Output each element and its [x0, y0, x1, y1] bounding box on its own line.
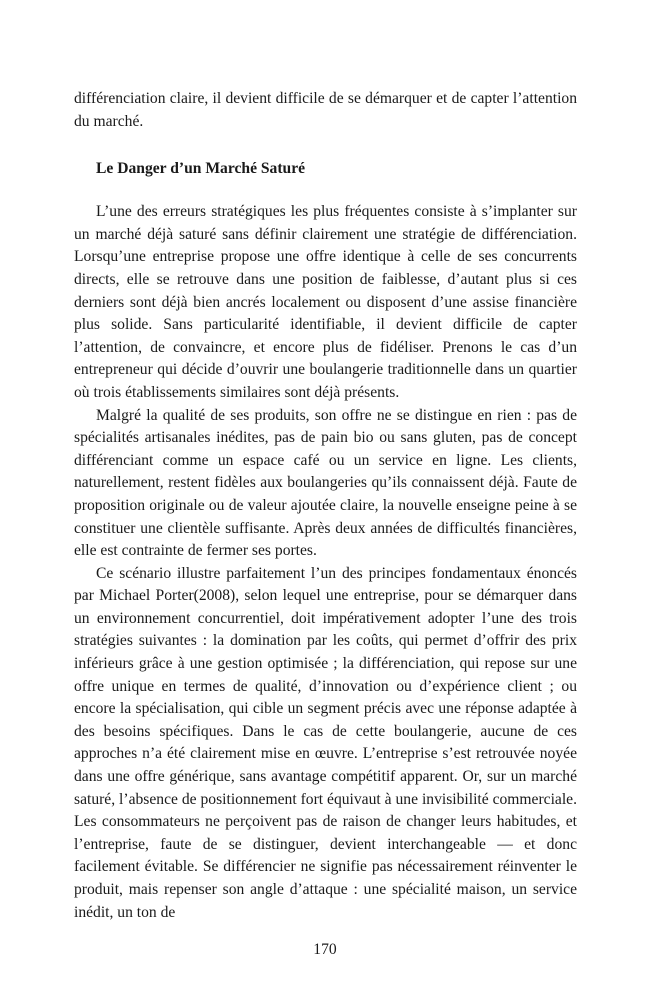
- body-paragraph-2: Malgré la qualité de ses produits, son offre ne se distingue en rien : pas de spécialités artisanales inédites, pas de pain bio ou sans gluten, pas de concept différenciant comme un espace café ou un service en ligne. Les clients, naturellement, restent fidèles aux boulangeries qu’ils connaissent déjà. Faute de proposition originale ou de valeur ajoutée claire, la nouvelle enseigne peine à se constituer une clientèle suffisante. Après deux années de difficultés financières, elle est contrainte de fermer ses portes.: [74, 406, 577, 560]
- body-paragraph-1: L’une des erreurs stratégiques les plus fréquentes consiste à s’implanter sur un marché déjà saturé sans définir clairement une stratégie de différenciation. Lorsqu’une entreprise propose une offre identique à celle de ses concurrents directs, elle se retrouve dans une position de faiblesse, d’autant plus si ces derniers sont déjà bien ancrés localement ou disposent d’une assise financière plus solide. Sans particularité identifiable, il devient difficile de capter l’attention, de convaincre, et encore plus de fidéliser. Prenons le cas d’un entrepreneur qui décide d’ouvrir une boulangerie traditionnelle dans un quartier où trois établissements similaires sont déjà présents.: [74, 203, 577, 401]
- continuation-paragraph: différenciation claire, il devient difficile de se démarquer et de capter l’attention du marché.: [74, 90, 577, 130]
- body-paragraph-3: Ce scénario illustre parfaitement l’un des principes fondamentaux énoncés par Michael Porter(2008), selon lequel une entreprise, pour se démarquer dans un environnement concurrentiel, doit impérativement adopter l’une des trois stratégies suivantes : la domination par les coûts, qui permet d’offrir des prix inférieurs grâce à une gestion optimisée ; la différenciation, qui repose sur une offre unique en termes de qualité, d’innovation ou d’expérience client ; ou encore la spécialisation, qui cible un segment précis avec une réponse adaptée à des besoins spécifiques. Dans le cas de cette boulangerie, aucune de ces approches n’a été clairement mise en œuvre. L’entreprise s’est retrouvée noyée dans une offre générique, sans avantage compétitif apparent. Or, sur un marché saturé, l’absence de positionnement fort équivaut à une invisibilité commerciale. Les consommateurs ne perçoivent pas de raison de changer leurs habitudes, et l’entreprise, faute de se distinguer, devient interchangeable — et donc facilement évitable. Se différencier ne signifie pas nécessairement réinventer le produit, mais repenser son angle d’attaque : une spécialité maison, un service inédit, un ton de: [74, 564, 577, 921]
- document-page: [74, 88, 577, 924]
- page-number: 170: [313, 941, 337, 958]
- section-heading: Le Danger d’un Marché Saturé: [96, 160, 306, 178]
